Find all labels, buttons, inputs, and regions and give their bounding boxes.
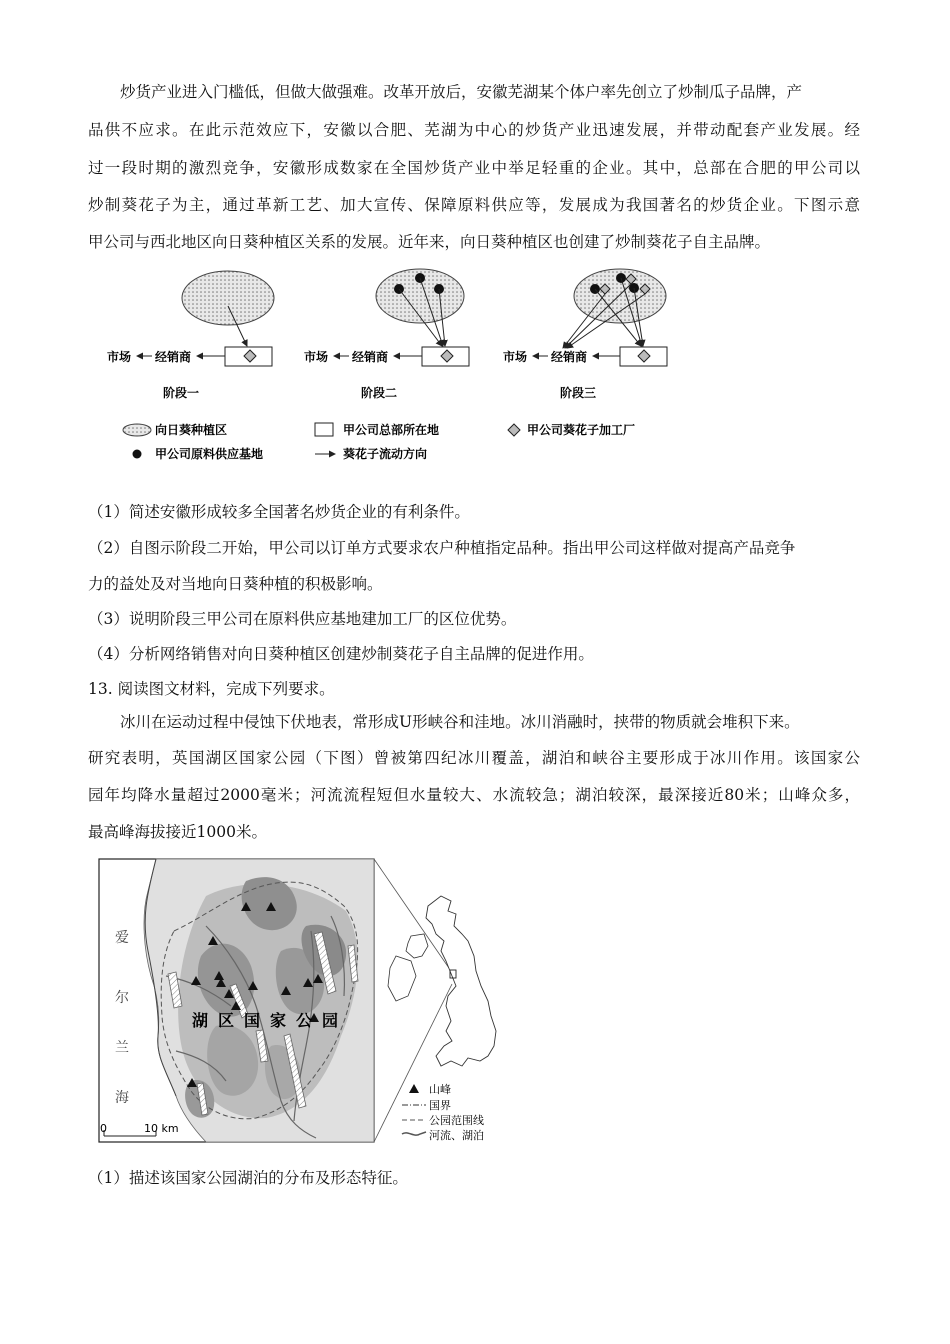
market-label: 市场: [503, 350, 528, 364]
legend-supply-base: 甲公司原料供应基地: [155, 447, 264, 461]
legend-flow: 葵花子流动方向: [343, 447, 428, 461]
planting-area-stage1: [182, 271, 274, 325]
legend-supply-base-icon: [133, 450, 142, 459]
legend-factory-icon: [508, 424, 520, 436]
sea-label-char: 爱: [115, 930, 129, 946]
stage-label: 阶段三: [560, 386, 597, 400]
dealer-label: 经销商: [352, 350, 389, 364]
company-relationship-diagram: [95, 262, 705, 472]
stage-label: 阶段一: [163, 386, 200, 400]
dealer-label: 经销商: [155, 350, 192, 364]
lake-district-map: [96, 856, 500, 1148]
legend-planting-area-icon: [123, 424, 151, 436]
passage-line: 过一段时期的激烈竞争，安徽形成数家在全国炒货产业中举足轻重的企业。其中，总部在合肥的甲公司以: [88, 159, 860, 177]
market-label: 市场: [304, 350, 329, 364]
legend-headquarters-icon: [315, 423, 333, 436]
scale-ten: 10 km: [144, 1122, 179, 1135]
passage-line: 最高峰海拔接近1000米。: [88, 823, 267, 841]
legend-park-boundary: 公园范围线: [429, 1114, 484, 1127]
britain-inset-map: [426, 896, 496, 1066]
passage-line: 炒制葵花子为主，通过革新工艺、加大宣传、保障原料供应等，发展成为我国著名的炒货企业。下图示意: [88, 196, 860, 214]
question-item: （1）描述该国家公园湖泊的分布及形态特征。: [88, 1169, 408, 1187]
passage-line: 研究表明，英国湖区国家公园（下图）曾被第四纪冰川覆盖，湖泊和峡谷主要形成于冰川作用。该国家公: [88, 749, 860, 767]
market-label: 市场: [107, 350, 132, 364]
sea-label-char: 海: [115, 1090, 129, 1106]
question-item: （3）说明阶段三甲公司在原料供应基地建加工厂的区位优势。: [88, 610, 517, 628]
question-item: （2）自图示阶段二开始，甲公司以订单方式要求农户种植指定品种。指出甲公司这样做对提高产品竞争: [88, 539, 796, 557]
question-item: 力的益处及对当地向日葵种植的积极影响。: [88, 575, 383, 593]
sea-label-char: 尔: [115, 990, 129, 1006]
park-name-label: 湖区国家公园: [192, 1011, 349, 1030]
passage-line: 品供不应求。在此示范效应下，安徽以合肥、芜湖为中心的炒货产业迅速发展，并带动配套产业发展。经: [88, 121, 860, 139]
question-heading: 13. 阅读图文材料，完成下列要求。: [88, 680, 335, 698]
legend-peak-icon: [409, 1084, 419, 1093]
passage-line: 炒货产业进入门槛低，但做大做强难。改革开放后，安徽芜湖某个体户率先创立了炒制瓜子品牌，产: [120, 83, 803, 101]
stage-label: 阶段二: [361, 386, 398, 400]
scale-zero: 0: [100, 1122, 107, 1135]
legend-border: 国界: [429, 1099, 451, 1112]
question-item: （1）简述安徽形成较多全国著名炒货企业的有利条件。: [88, 503, 470, 521]
question-item: （4）分析网络销售对向日葵种植区创建炒制葵花子自主品牌的促进作用。: [88, 645, 594, 663]
legend-peak: 山峰: [429, 1083, 451, 1096]
passage-line: 冰川在运动过程中侵蚀下伏地表，常形成U形峡谷和洼地。冰川消融时，挟带的物质就会堆积下来。: [120, 713, 800, 731]
passage-line: 园年均降水量超过2000毫米；河流流程短但水量较大、水流较急；湖泊较深，最深接近80米；山峰众多，: [88, 786, 860, 804]
passage-line: 甲公司与西北地区向日葵种植区关系的发展。近年来，向日葵种植区也创建了炒制葵花子自主品牌。: [88, 233, 771, 251]
legend-headquarters: 甲公司总部所在地: [343, 423, 440, 437]
legend-factory: 甲公司葵花子加工厂: [527, 423, 636, 437]
sea-label-char: 兰: [115, 1040, 129, 1056]
legend-river-lake: 河流、湖泊: [429, 1129, 484, 1142]
dealer-label: 经销商: [551, 350, 588, 364]
legend-planting-area: 向日葵种植区: [155, 423, 228, 437]
